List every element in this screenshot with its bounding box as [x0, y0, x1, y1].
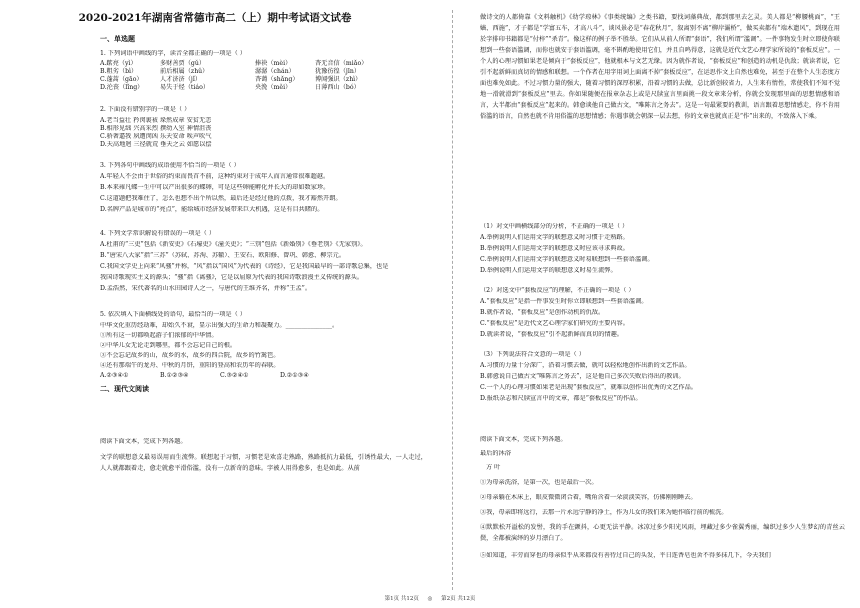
q2-option-b: B.相形见绌 兴高采烈 撰幼入室 神情沮丧	[100, 125, 212, 132]
r3-option-b: B.韩愈说自己做古文“唯陈言之务去”，这是他自己多次失败后得出的教训。	[480, 373, 685, 380]
q5-line-3: ③不会忘记故乡的山，故乡的水，故乡的四合院，故乡的竹篱笆。	[100, 352, 280, 359]
q5-options: A.②③④① B.①②③④ C.③②④① D.②①③④	[100, 372, 309, 379]
q2-stem: 2. 下面没有错别字的一项是（ ）	[100, 106, 191, 113]
q5-stem: 5. 依次填入下面横线处的语句，最恰当的一项是（ ）	[100, 311, 246, 318]
q1-option-a: A.踮亮（yì） 多财善贾（gǔ） 捧袂（mèi） 杳无音信（miǎo）	[100, 60, 368, 67]
q2-option-d: D.天高地迥 三径就荒 垂天之云 如愿以偿	[100, 141, 212, 148]
q4-option-d: D.孟浩然，宋代著名的山水田园诗人之一，与唐代的王维齐名，并称“王孟”。	[100, 285, 312, 292]
story-para-2: ②母亲躺在木床上，眼皮微微闭合着，嘴角含着一朵淡淡笑容，仿佛刚刚睡去。	[480, 494, 697, 501]
q3-option-c: C.这道题把我难住了，怎么也想不出个所以然，最后还是经过他的点拨，我才豁然开朗。	[100, 195, 342, 202]
r3-option-c: C.一个人的心理习惯如果老是出现“套板反应”，就难以创作出优秀的文艺作品。	[480, 384, 697, 391]
reading-intro-2: 阅读下面文本，完成下列各题。	[480, 436, 567, 443]
q2-option-c: C.骄奢逼我 夙遭闵凶 乐天安命 唉声吹气	[100, 133, 212, 140]
page-right	[427, 0, 860, 608]
r3-option-a: A.习惯的力量十分深广，沿着习惯去做，就可以轻松地创作出新的文艺作品。	[480, 362, 691, 369]
q1-option-b: B.粗劣（bì） 前后相属（zhǔ） 潺潺（chán） 犹豫彷徨（jīn）	[100, 68, 361, 75]
q1-option-c: C.蓬蒿（gāo） 人才济济（jǐ） 杳蔼（shǎng） 博闻强识（zhì）	[100, 76, 362, 83]
r1-option-a: A.举例说明人们运用文字的联想意义时习惯于走熟路。	[480, 234, 629, 241]
r1-stem: （1）对文中画横线部分的分析，不正确的一项是（ ）	[480, 223, 629, 230]
q5-line-1: ①所有这一切都唤起游子们浓郁的中华情。	[100, 332, 218, 339]
exam-title: 2020-2021年湖南省常德市高二（上）期中考试语文试卷	[78, 12, 352, 24]
q4-option-a: A.杜甫的“三吏”包括《新安吏》《石壕吏》《潼关吏》；“三别”包括《新婚别》《垂老别》《无家别》。	[100, 241, 367, 248]
story-para-5: ⑤如知道，丰劳而穿也的母亲似乎从来都没有善待过自己的头发，平日连香皂也舍不得多抹几下，今天我们	[480, 552, 771, 559]
q3-option-a: A.年轻人不会由于世俗的约束而畏首不前，这种约束对于成年人而言通常很难超越。	[100, 173, 330, 180]
story-para-1: ①为母亲洗浴，是第一次，也是最后一次。	[480, 479, 598, 486]
page-footer	[0, 594, 860, 602]
q3-option-b: B.本来雍凡蝶一生中可以产出很多的蝶卵，可是这些卵能孵化并长大的却如数家珍。	[100, 184, 330, 191]
footer-page-right: 第2页 共12页	[441, 596, 476, 602]
r3-option-d: D.报纸杂志和尺牍宣言中的文章，都是“套板反应”的作品。	[480, 395, 642, 402]
q5-line-0: 中华文化重历经劫难，却始久不衰，显示出强大的生命力和凝聚力。_______________。	[100, 322, 339, 329]
q4-option-c: C.我国文学史上向来“风骚”并称，“风”指以“国风”为代表的《诗经》，它是我国最早的一部诗歌总集，也是	[100, 263, 389, 270]
r2-option-a: A.“套板反应”是指一件事发生时你立即联想到一些套语滥调。	[480, 298, 648, 305]
q5-line-2: ②中华儿女无论走到哪里，都不会忘记自己的根。	[100, 342, 237, 349]
r3-stem: （3）下列说法符合文意的一项是（ ）	[480, 351, 585, 358]
r2-stem: （2）对选文中“套板反应”的理解，不正确的一项是（ ）	[480, 287, 635, 294]
r1-option-b: B.举例说明人们运用文字的联想意义时应该寻求典故。	[480, 245, 629, 252]
passage-paragraph-continued: 做诗文的人都倚靠《文料触机》《幼学琼林》《事类统编》之类书籍，要找词藻典故，都到那里去乞灵。美人都是“柳腰桃面”，“王嫱、西施”，才子都是“学富五车，才高八斗”，谈风景必是“春花秋月”，叙离别不离“柳岸灞桥”，做买卖都有“端木遗风”，到现在用於字排印书籍都是“付梓”“杀青”。像这样的例子举不胜举。它们从从前人所谓“套语”，我们所谓“滥调”。一件事物发生时立即使你联想到一些套语滥调，而你也就安于套语滥调，毫不斟酌地使用它们，并且自鸣得意，这就是近代文艺心理学家所说的“套板反应”。一个人的心理习惯如果老是倾向于“套板反应”，他就根本与文艺无缘。因为就作者说，“套板反应”和创造的动机是仇敌；就读者说，它引不起新鲜而真切的情感和联想。一个作者在用字用词上面离不掉“套板反应”，在运思作文上自然也难免，甚至于在整个人生态度方面也难免如此。不过习惯力量的强大，随着习惯的深厚积累，沿着习惯的去做，总比新创较省力，人生来有惰性，常使我们不知不觉地一滑就滑到“套板反应”里去。你如果随便在报章杂志上或是尺牍宣言里面挑一段文章来分析，你就会发现那里面的思想情感和语言，大半都由“套板反应”起来的。韩愈谈他自己做古文，“唯陈言之务去”。这是一句最紧要的教训，语言跟着思想情感走，你不肯用俗滥的语言，自然也就不肯用俗滥的思想情感；你遇事就会朝深一层去想，你的文章也就真正是“作”出来的，不致落入下乘。	[480, 14, 840, 120]
q2-option-a: A.老当益壮 矜闵裹袚 垛然成章 安贫无恙	[100, 117, 212, 124]
section-two-heading: 二、现代文阅读	[100, 384, 149, 393]
q4-option-c-cont: 我国诗歌现实主义的源头；“骚”指《离骚》，它是以屈原为代表的我国诗歌浪漫主义传统的源头。	[100, 274, 364, 281]
story-para-4: ④默默松开溢松的发髻，我的手在颤抖，心更无法平静。冰凉过多少阳光风雨，埋藏过多少雀翼秀丽，编织过多少人生梦幻的青丝云鬓，全都被演绎的岁月漂白了。	[480, 524, 845, 542]
r2-option-d: D.就读者说，“套板反应”引不起新鲜而真切的情趣。	[480, 331, 623, 338]
q4-stem: 4. 下列文学常识解说有错误的一项是（ ）	[100, 230, 216, 237]
q3-option-d: D.名牌产品是城市的“亮点”，能给城市经济发展带来巨大机遇，这是有目共睹的。	[100, 206, 324, 213]
q1-stem: 1. 下列词语中画线的字，读音全都正确的一项是（ ）	[100, 50, 246, 57]
section-one-heading: 一、单选题	[100, 34, 135, 43]
q3-stem: 3. 下列各句中画线的成语使用不恰当的一项是（ ）	[100, 162, 240, 169]
story-title: 最后的沐浴	[480, 450, 511, 457]
reading-intro: 阅读下面文本，完成下列各题。	[100, 438, 187, 445]
r2-option-b: B.就作者说，“套板反应”是创作动机的仇敌。	[480, 309, 605, 316]
q4-option-b: B.“唐宋八大家”指“三苏”（苏轼、苏洵、苏辙）、王安石、欧阳修、曾巩、韩愈、柳宗元。	[100, 252, 346, 259]
story-para-3: ③我，母亲即将远行，去那一片永远宁静的净土，作为儿女的我们来为她作临行前的梳洗。	[480, 509, 728, 516]
q5-line-4: ④还有那端午的龙舟、中秋的月饼，重阳的登高和农历年的春联。	[100, 362, 280, 369]
story-author: 方 叶	[486, 464, 501, 471]
r1-option-d: D.举例说明人们运用文字的联想意义时易生流弊。	[480, 267, 617, 274]
passage-paragraph-start: 文学的联想意义最易误用而生流弊。联想起于习惯，习惯老是欢喜走熟路，熟路抵抗力最低，引诱性最大，一人走过，人人就都跟着走，愈走就愈平滑俗滥，没有一点新奇的意味。字被人用得愈多，也是如此。从前	[100, 454, 427, 472]
q1-options	[100, 60, 425, 92]
q1-option-d: D.沦丧（lǐng） 易失于烃（tiáo） 央浼（měi） 日薄西山（bó）	[100, 84, 360, 91]
footer-mid: ◎	[427, 596, 433, 602]
r2-option-c: C.“套板反应”是近代文艺心理学家们研究的主要内容。	[480, 320, 629, 327]
footer-page-left: 第1页 共12页	[384, 596, 419, 602]
r1-option-c: C.举例说明人们运用文字的联想意义时易联想到一些套语滥调。	[480, 256, 654, 263]
